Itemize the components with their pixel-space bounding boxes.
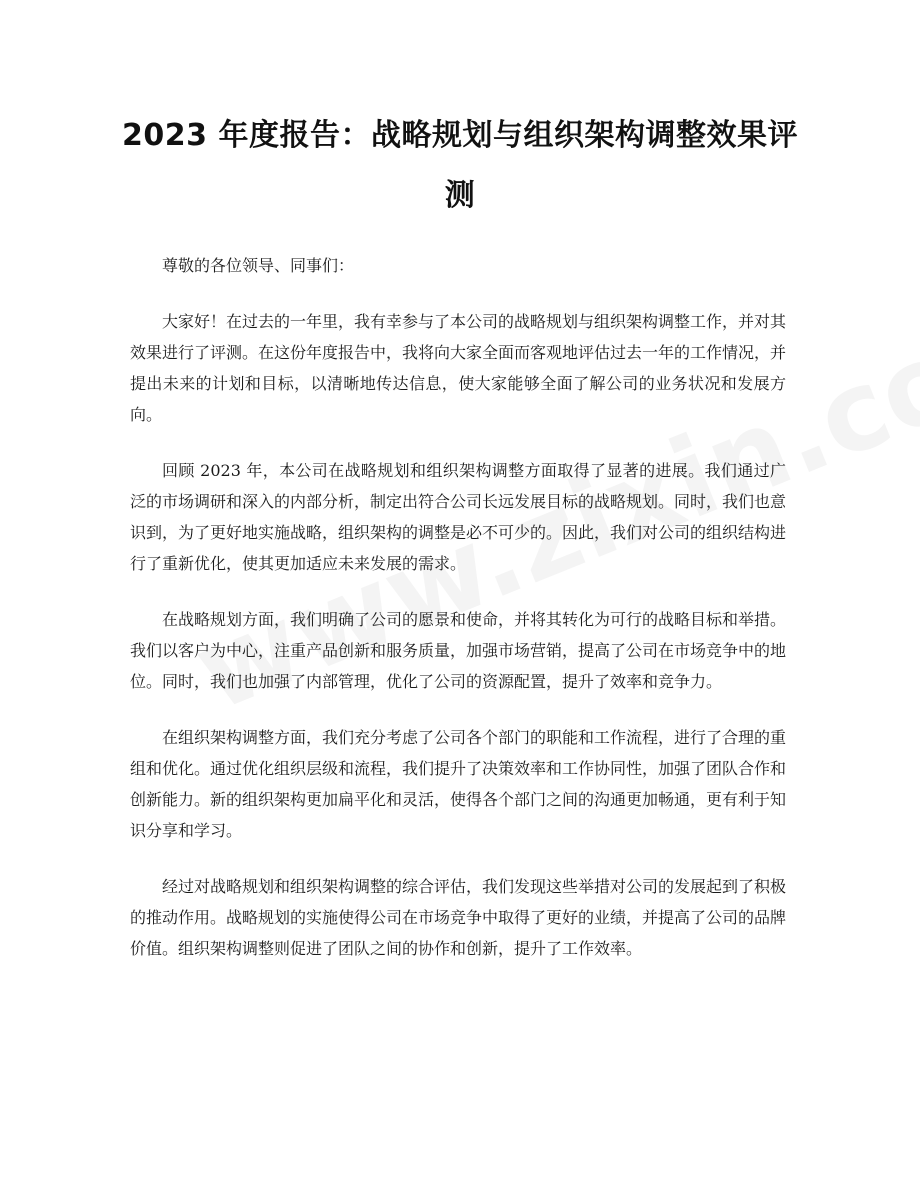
body-paragraph: 回顾 2023 年，本公司在战略规划和组织架构调整方面取得了显著的进展。我们通过广泛的市场调研和深入的内部分析，制定出符合公司长远发展目标的战略规划。同时，我们也意识到，为了更好地实施战略，组织架构的调整是必不可少的。因此，我们对公司的组织结构进行了重新优化，使其更加适应未来发展的需求。: [130, 461, 787, 573]
body-paragraph: 大家好！在过去的一年里，我有幸参与了本公司的战略规划与组织架构调整工作，并对其效果进行了评测。在这份年度报告中，我将向大家全面而客观地评估过去一年的工作情况，并提出未来的计划和目标，以清晰地传达信息，使大家能够全面了解公司的业务状况和发展方向。: [130, 312, 787, 424]
body-paragraph: 在战略规划方面，我们明确了公司的愿景和使命，并将其转化为可行的战略目标和举措。我们以客户为中心，注重产品创新和服务质量，加强市场营销，提高了公司在市场竞争中的地位。同时，我们也加强了内部管理，优化了公司的资源配置，提升了效率和竞争力。: [130, 610, 787, 691]
document-title: 2023 年度报告：战略规划与组织架构调整效果评测: [122, 118, 798, 213]
document-body: [130, 250, 786, 989]
salutation: 尊敬的各位领导、同事们：: [162, 256, 355, 275]
body-paragraph: 经过对战略规划和组织架构调整的综合评估，我们发现这些举措对公司的发展起到了积极的推动作用。战略规划的实施使得公司在市场竞争中取得了更好的业绩，并提高了公司的品牌价值。组织架构调整则促进了团队之间的协作和创新，提升了工作效率。: [130, 877, 787, 958]
body-paragraph: 在组织架构调整方面，我们充分考虑了公司各个部门的职能和工作流程，进行了合理的重组和优化。通过优化组织层级和流程，我们提升了决策效率和工作协同性，加强了团队合作和创新能力。新的组织架构更加扁平化和灵活，使得各个部门之间的沟通更加畅通，更有利于知识分享和学习。: [130, 728, 787, 840]
